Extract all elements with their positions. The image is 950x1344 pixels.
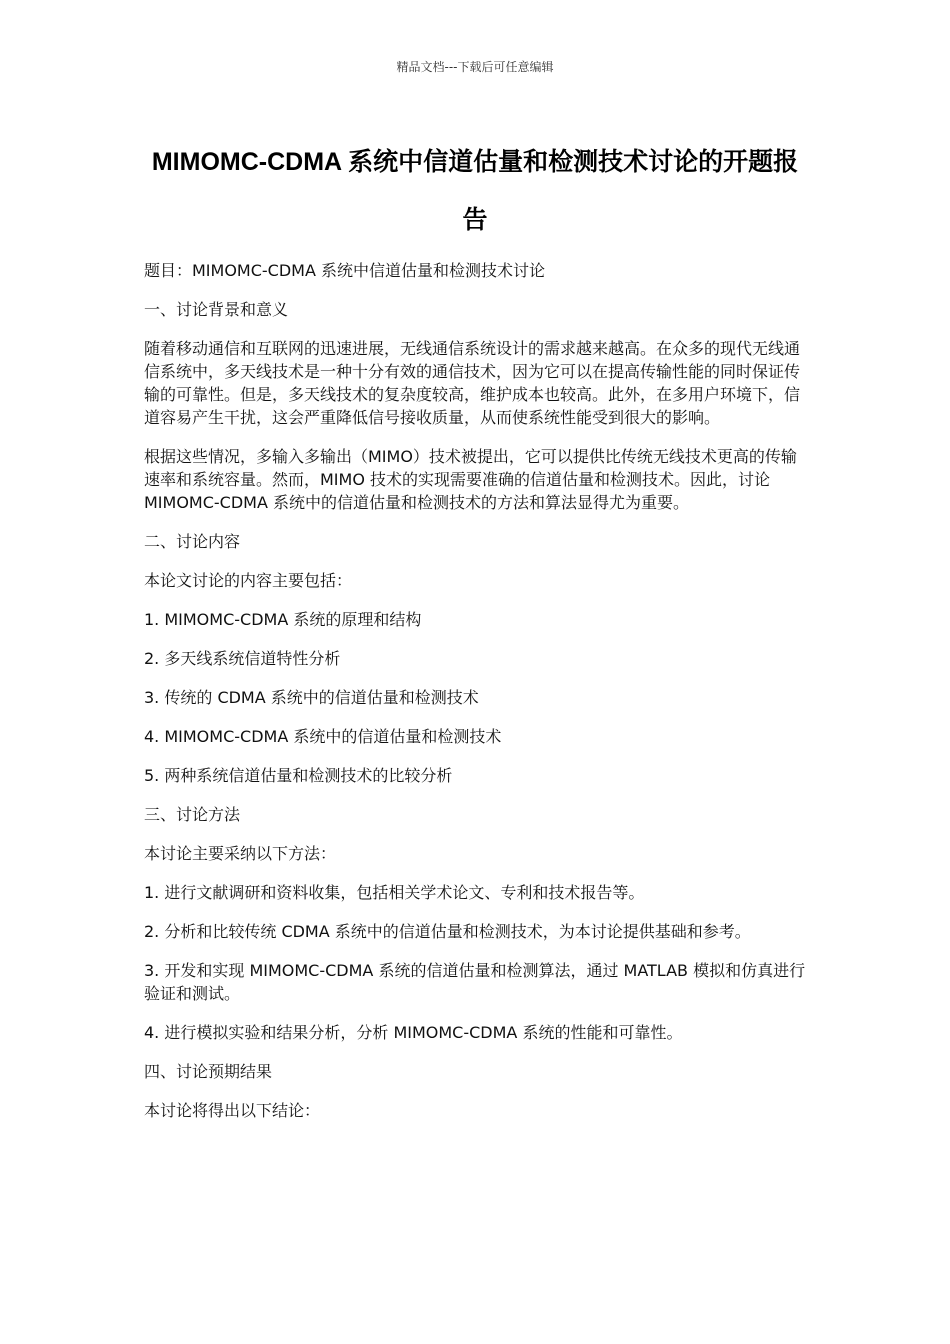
list-item: 2. 分析和比较传统 CDMA 系统中的信道估量和检测技术，为本讨论提供基础和参考。 [144,922,751,941]
body-paragraph: 本讨论主要采纳以下方法： [144,844,337,863]
list-item: 1. 进行文献调研和资料收集，包括相关学术论文、专利和技术报告等。 [144,883,645,902]
section-heading-content: 二、讨论内容 [144,532,241,551]
list-item: 5. 两种系统信道估量和检测技术的比较分析 [144,766,453,785]
list-item: 1. MIMOMC-CDMA 系统的原理和结构 [144,610,422,629]
list-item: 4. 进行模拟实验和结果分析，分析 MIMOMC-CDMA 系统的性能和可靠性。 [144,1023,683,1042]
list-item: 4. MIMOMC-CDMA 系统中的信道估量和检测技术 [144,727,502,746]
list-item: 3. 开发和实现 MIMOMC-CDMA 系统的信道估量和检测算法，通过 MATLAB 模拟和仿真进行验证和测试。 [144,961,806,1003]
body-paragraph: 本讨论将得出以下结论： [144,1101,321,1120]
section-heading-results: 四、讨论预期结果 [144,1062,273,1081]
document-body [144,259,806,1138]
body-paragraph: 本论文讨论的内容主要包括： [144,571,353,590]
section-heading-background: 一、讨论背景和意义 [144,300,289,319]
topic-line: 题目：MIMOMC-CDMA 系统中信道估量和检测技术讨论 [144,261,546,280]
document-title: MIMOMC-CDMA 系统中信道估量和检测技术讨论的开题报告 [151,148,799,234]
page-header-note: 精品文档---下载后可任意编辑 [396,60,554,74]
section-heading-method: 三、讨论方法 [144,805,241,824]
body-paragraph: 随着移动通信和互联网的迅速进展，无线通信系统设计的需求越来越高。在众多的现代无线通信系统中，多天线技术是一种十分有效的通信技术，因为它可以在提高传输性能的同时保证传输的可靠性。但是，多天线技术的复杂度较高，维护成本也较高。此外，在多用户环境下，信道容易产生干扰，这会严重降低信号接收质量，从而使系统性能受到很大的影响。 [144,339,801,427]
list-item: 2. 多天线系统信道特性分析 [144,649,341,668]
list-item: 3. 传统的 CDMA 系统中的信道估量和检测技术 [144,688,479,707]
body-paragraph: 根据这些情况，多输入多输出（MIMO）技术被提出，它可以提供比传统无线技术更高的传输速率和系统容量。然而，MIMO 技术的实现需要准确的信道估量和检测技术。因此，讨论 MIMOMC-CDMA 系统中的信道估量和检测技术的方法和算法显得尤为重要。 [144,447,797,512]
